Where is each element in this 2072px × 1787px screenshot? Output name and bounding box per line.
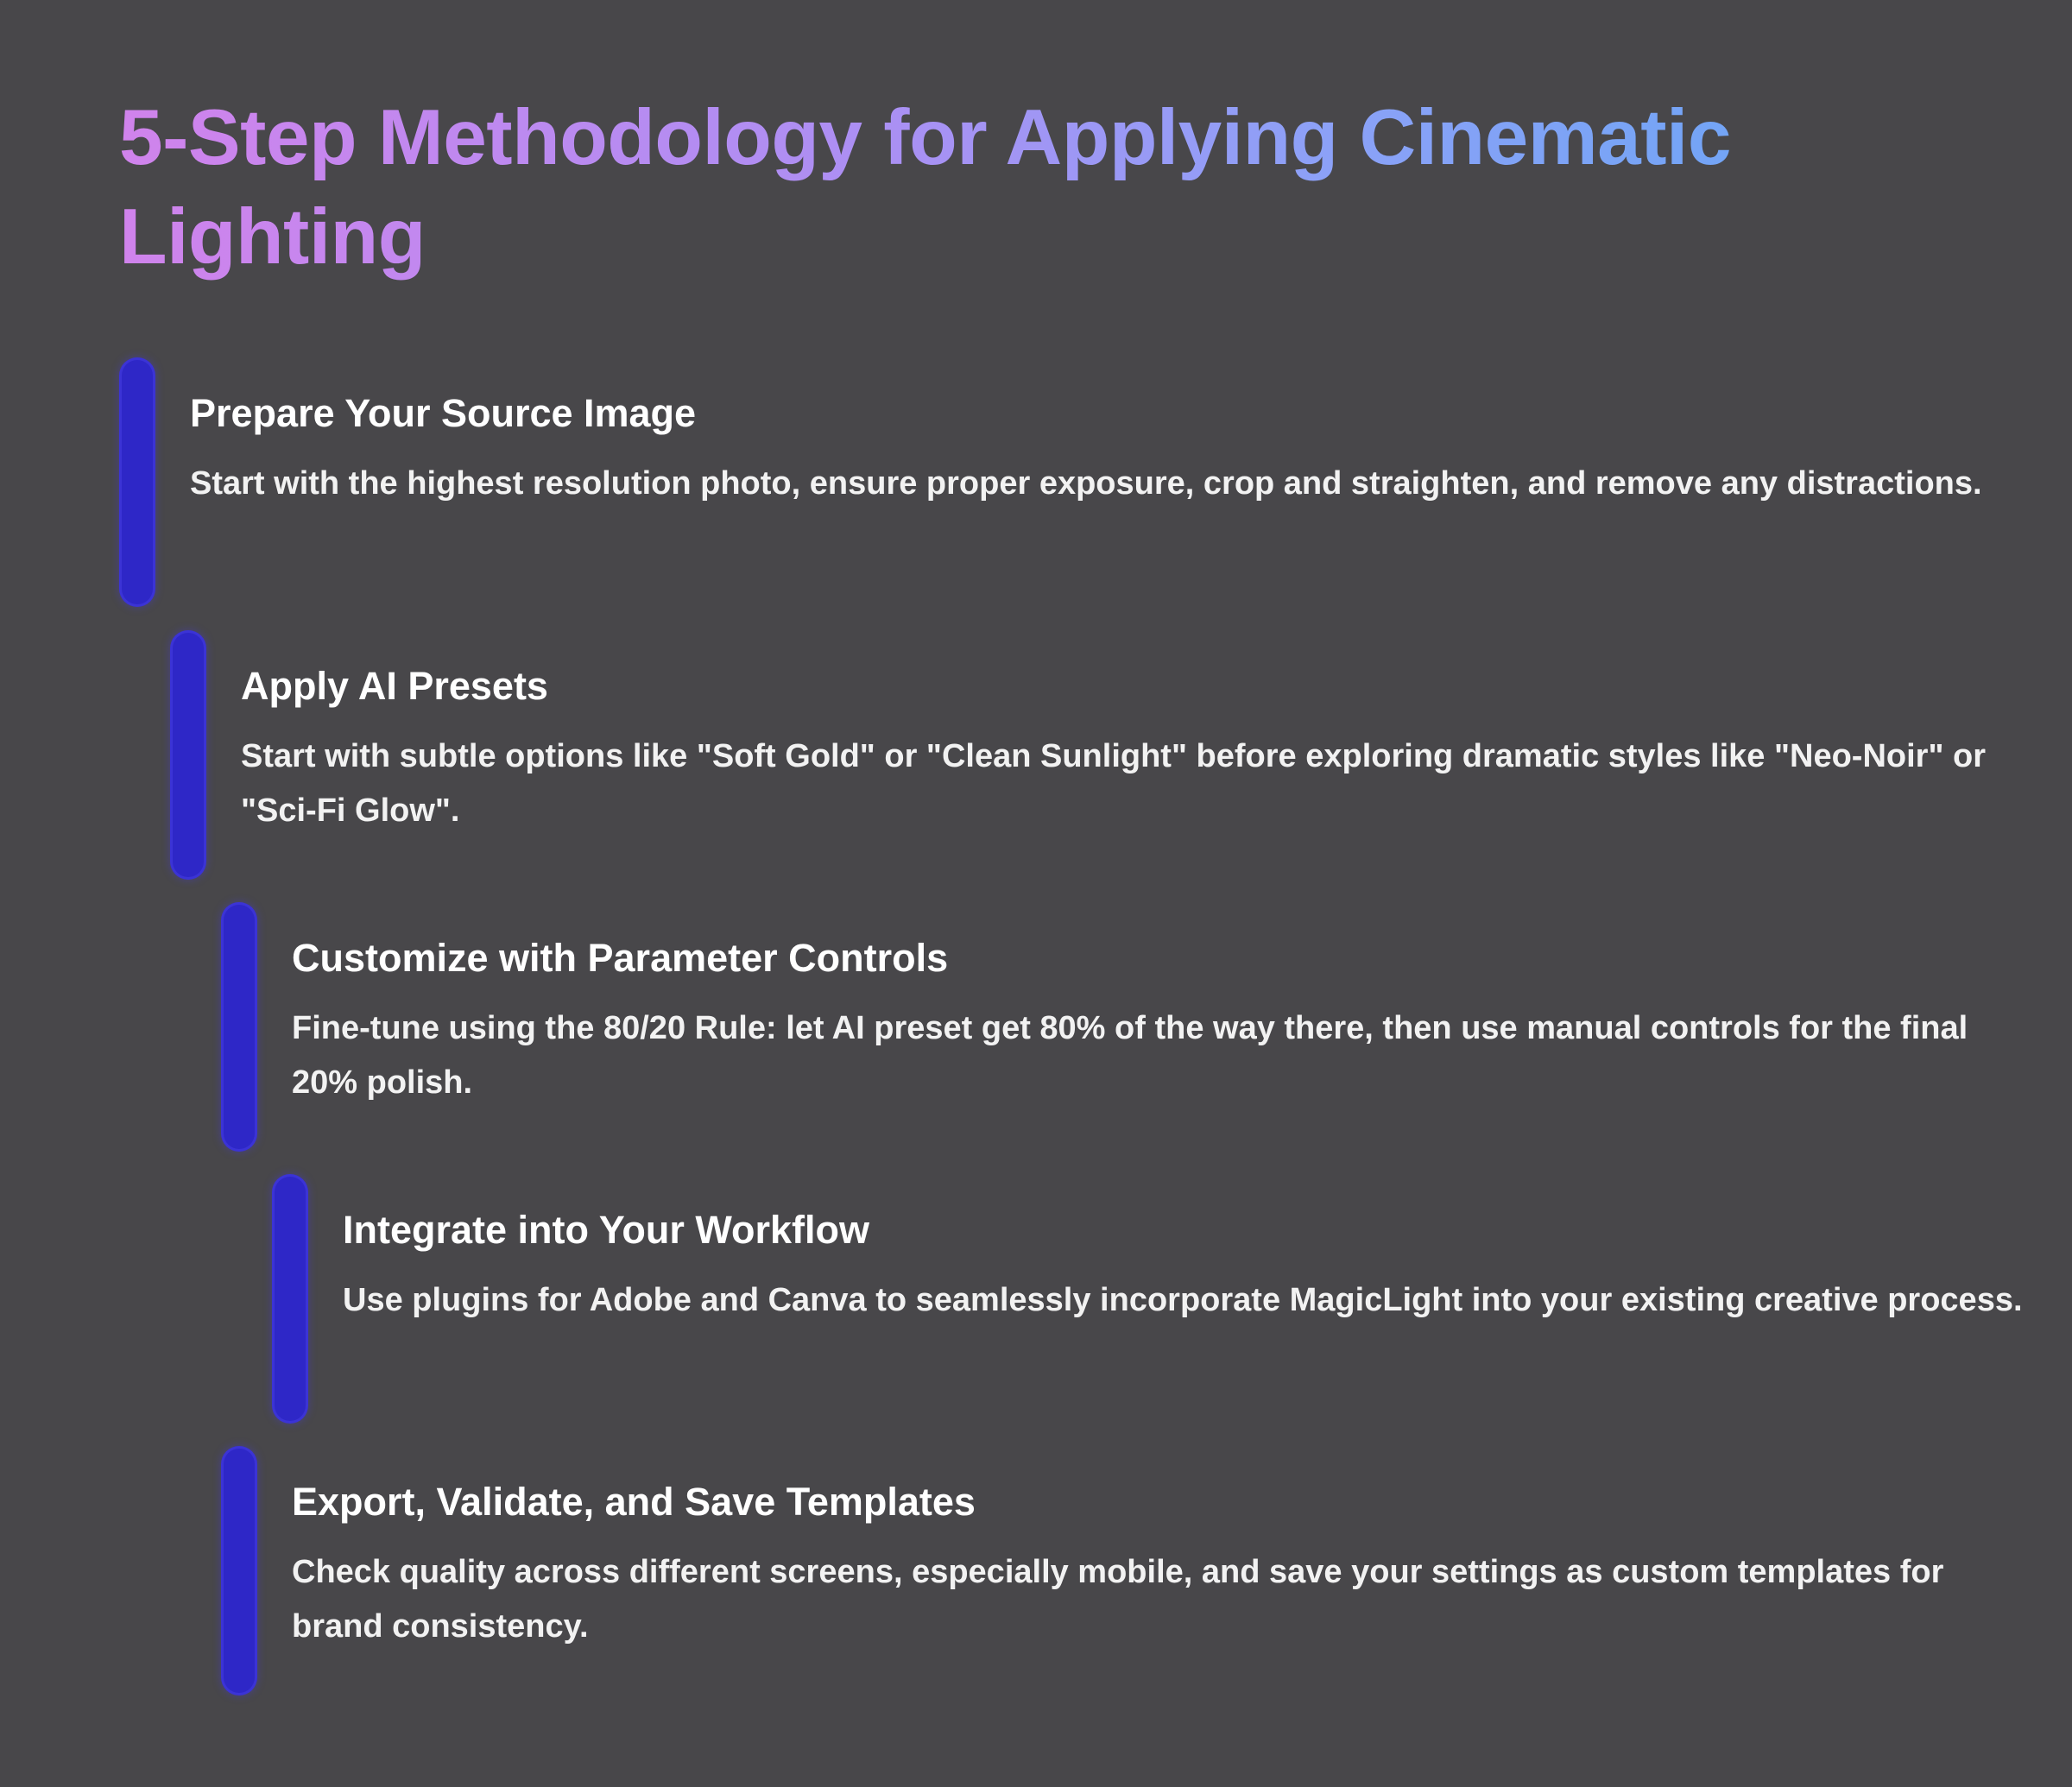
step-2-bar	[173, 633, 204, 877]
step-5-title: Export, Validate, and Save Templates	[292, 1480, 976, 1524]
step-2-title: Apply AI Presets	[241, 664, 548, 708]
step-1-title: Prepare Your Source Image	[190, 391, 697, 435]
step-5-bar	[224, 1449, 255, 1693]
step-4-description: Use plugins for Adobe and Canva to seamlessly incorporate MagicLight into your existing creative process.	[343, 1282, 2023, 1318]
step-3-title: Customize with Parameter Controls	[292, 936, 949, 980]
step-4-title: Integrate into Your Workflow	[343, 1208, 870, 1252]
step-4-bar	[275, 1177, 306, 1421]
step-1-bar	[122, 360, 153, 604]
step-3-bar	[224, 905, 255, 1149]
step-2-description: Start with subtle options like "Soft Gold" or "Clean Sunlight" before exploring dramatic styles like "Neo-Noir" or "Sci-Fi Glow".	[241, 738, 1987, 829]
page-title: 5-Step Methodology for Applying Cinematic Lighting	[119, 88, 1975, 287]
step-5-description: Check quality across different screens, especially mobile, and save your settings as custom templates for brand consistency.	[292, 1554, 1944, 1645]
step-3-description: Fine-tune using the 80/20 Rule: let AI preset get 80% of the way there, then use manual controls for the final 20% polish.	[292, 1010, 1968, 1101]
step-1-description: Start with the highest resolution photo, ensure proper exposure, crop and straighten, and remove any distractions.	[190, 465, 1982, 502]
